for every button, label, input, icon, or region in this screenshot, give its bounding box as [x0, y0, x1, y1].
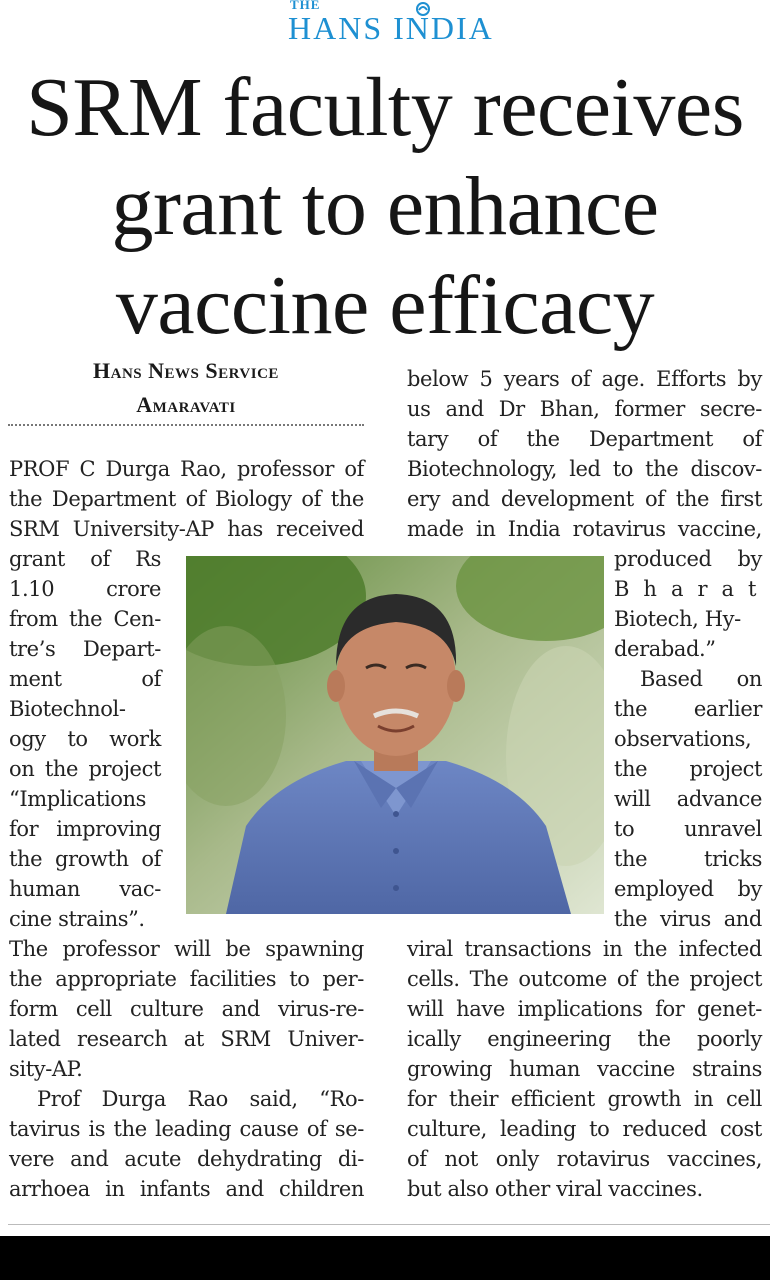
article-line: from the Cen- [9, 607, 161, 631]
article-line: growing human vaccine strains [407, 1057, 762, 1081]
byline-place: Amaravati [136, 392, 236, 417]
article-line: for their efficient growth in cell [407, 1087, 762, 1111]
headline-line: vaccine efficacy [115, 259, 655, 352]
article-line: ogy to work [9, 727, 161, 751]
bottom-divider [8, 1224, 770, 1225]
article-line: on the project [9, 757, 161, 781]
article-line: the virus and [614, 907, 762, 931]
article-line: Biotechnol- [9, 697, 126, 721]
article-line: Biotechnology, led to the discov- [407, 457, 762, 481]
article-line: ment of [9, 667, 161, 691]
article-line: but also other viral vaccines. [407, 1177, 703, 1201]
headline-line: SRM faculty receives [26, 61, 744, 154]
article-line: arrhoea in infants and children [9, 1177, 364, 1201]
masthead [288, 0, 578, 48]
article-line: tavirus is the leading cause of se- [9, 1117, 364, 1141]
bottom-black-bar [0, 1236, 770, 1280]
article-line: observations, [614, 727, 752, 751]
article-line: will advance [614, 787, 762, 811]
headline [0, 58, 770, 355]
article-line: culture, leading to reduced cost [407, 1117, 762, 1141]
article-line: to unravel [614, 817, 762, 841]
article-line: of not only rotavirus vaccines, [407, 1147, 762, 1171]
professor-photo [186, 556, 604, 914]
article-line: grant of Rs [9, 547, 161, 571]
article-line: human vac- [9, 877, 161, 901]
article-line: Bharat [614, 577, 770, 601]
article-line: cine strains”. [9, 907, 145, 931]
article-line: The professor will be spawning [9, 937, 364, 961]
article-line: cells. The outcome of the project [407, 967, 762, 991]
article-line: the earlier [614, 697, 762, 721]
article-line: us and Dr Bhan, former secre- [407, 397, 762, 421]
article-line: vere and acute dehydrating di- [9, 1147, 364, 1171]
article-line: Biotech, Hy- [614, 607, 741, 631]
article-line: sity-AP. [9, 1057, 83, 1081]
article-line: the appropriate facilities to per- [9, 967, 364, 991]
article-line: PROF C Durga Rao, professor of [9, 457, 364, 481]
article-line: ery and development of the first [407, 487, 762, 511]
article-line: “Implications [9, 787, 147, 811]
article-line: form cell culture and virus-re- [9, 997, 364, 1021]
byline-divider [8, 424, 364, 426]
article-line: Prof Durga Rao said, “Ro- [37, 1087, 364, 1111]
article-line: will have implications for genet- [407, 997, 762, 1021]
article-line: lated research at SRM Univer- [9, 1027, 364, 1051]
masthead-the: THE [290, 0, 321, 12]
article-line: 1.10 crore [9, 577, 161, 601]
article-line: SRM University-AP has received [9, 517, 364, 541]
article-line: made in India rotavirus vaccine, [407, 517, 762, 541]
article-line: viral transactions in the infected [407, 937, 762, 961]
byline-agency: Hans News Service [93, 358, 279, 383]
article-line: the Department of Biology of the [9, 487, 364, 511]
article-line: tre’s Depart- [9, 637, 161, 661]
article-line: derabad.” [614, 637, 716, 661]
article-line: for improving [9, 817, 161, 841]
article-line: ically engineering the poorly [407, 1027, 762, 1051]
article-line: the tricks [614, 847, 762, 871]
masthead-name: HANS INDIA [288, 10, 494, 46]
article-line: below 5 years of age. Efforts by [407, 367, 762, 391]
article-line: employed by [614, 877, 762, 901]
article-line: produced by [614, 547, 762, 571]
headline-line: grant to enhance [111, 160, 659, 253]
article-line: Based on [640, 667, 762, 691]
masthead-swirl-icon [416, 2, 430, 16]
article-line: the growth of [9, 847, 161, 871]
article-line: the project [614, 757, 762, 781]
article-line: tary of the Department of [407, 427, 762, 451]
